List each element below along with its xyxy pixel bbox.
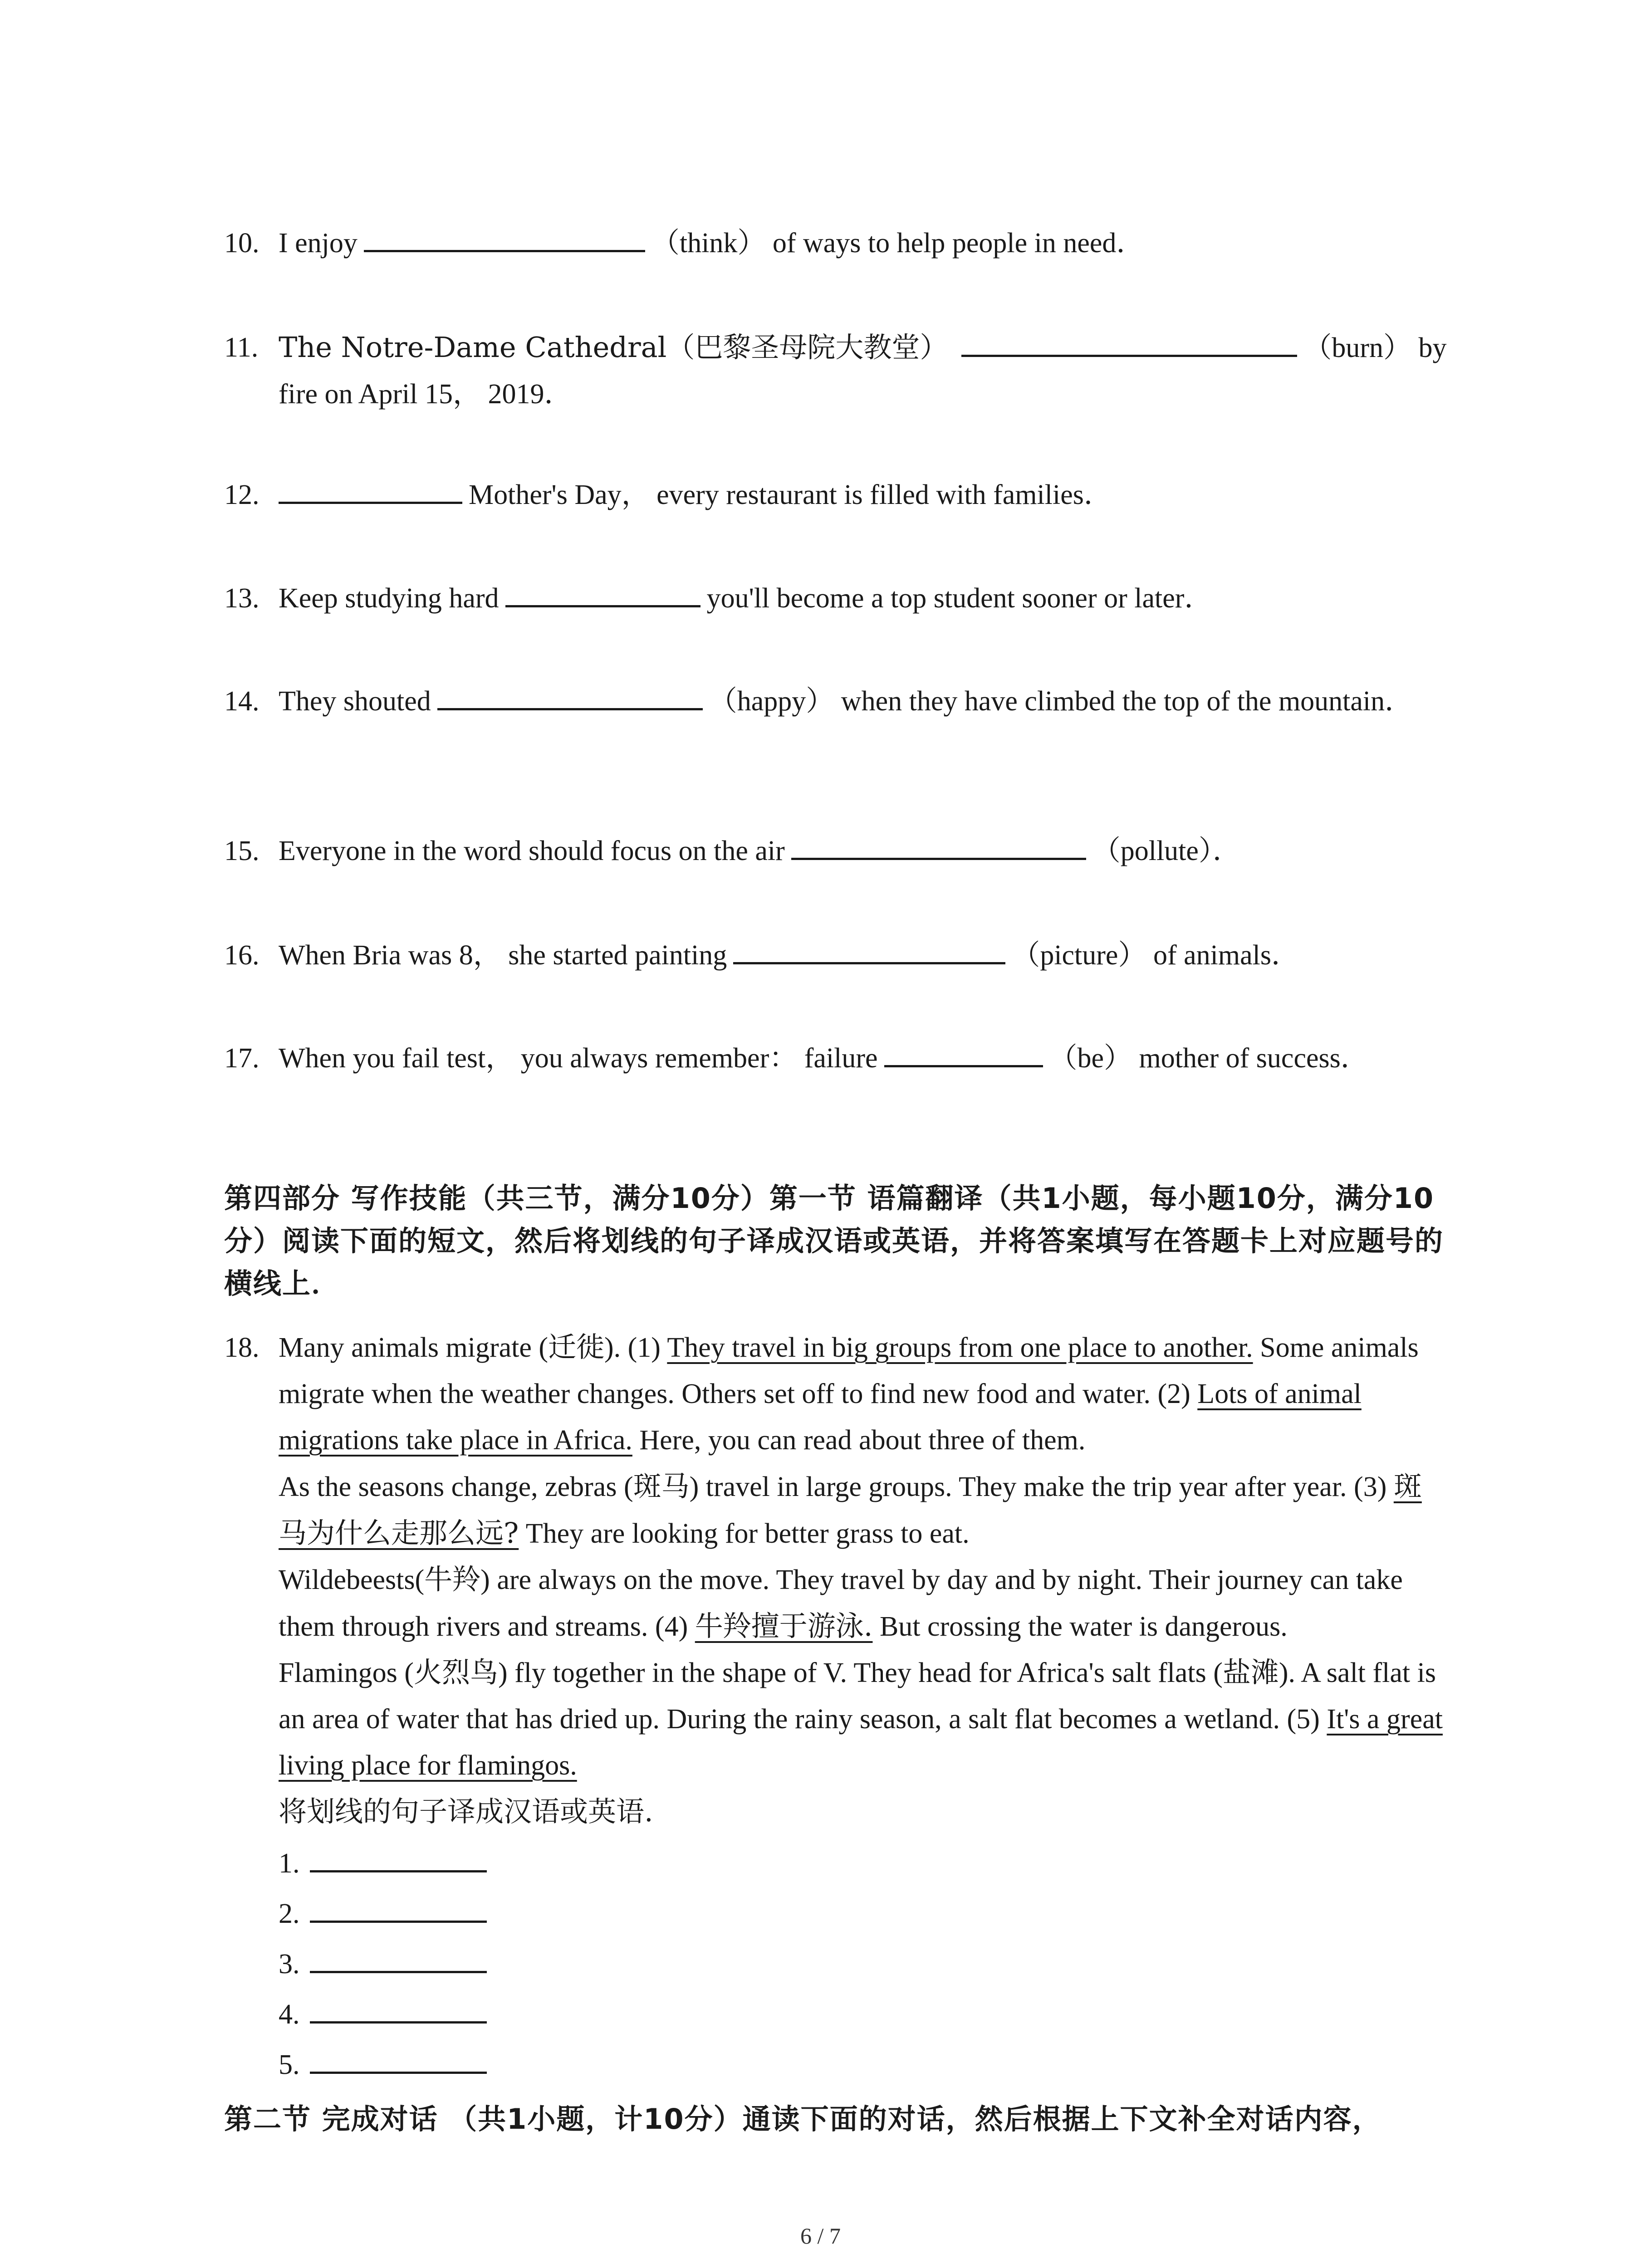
question-10 — [224, 220, 1449, 266]
question-text-end: by fire on April 15， 2019． — [279, 332, 1447, 410]
question-number: 12. — [224, 479, 260, 510]
question-15 — [224, 828, 1449, 874]
question-number: 13. — [224, 583, 260, 614]
underlined-sentence-5: It's a great living place for flamingos. — [279, 1704, 1443, 1781]
word-hint: （think） — [651, 228, 766, 259]
answer-blank[interactable] — [364, 224, 645, 252]
underlined-sentence-2: Lots of animal migrations take place in Africa. — [279, 1378, 1362, 1456]
question-number: 17. — [224, 1043, 260, 1074]
translation-instruction: 将划线的句子译成汉语或英语. — [279, 1795, 653, 1828]
page-number: 6 / 7 — [800, 2223, 841, 2248]
passage-paragraph-4 — [279, 1650, 1449, 1789]
answer-number: 1. — [279, 1848, 300, 1879]
question-14 — [224, 678, 1449, 724]
question-18 — [224, 1325, 1449, 2090]
answer-number: 3. — [279, 1949, 300, 1980]
question-number: 15. — [224, 836, 260, 866]
question-text: When Bria was 8， she started painting — [279, 940, 727, 971]
question-text: They shouted — [279, 686, 431, 717]
question-number: 11. — [224, 332, 259, 363]
part4-heading: 第四部分 写作技能（共三节，满分10分）第一节 语篇翻译（共1小题，每小题10分，满分10分）阅读下面的短文，然后将划线的句子译成汉语或英语，并将答案填写在答题卡上对应题号的横线上． — [224, 1182, 1444, 1300]
passage-text: Many animals migrate (迁徙). (1) — [279, 1332, 667, 1363]
question-12 — [224, 472, 1449, 518]
question-text: Keep studying hard — [279, 583, 499, 614]
answer-blank[interactable] — [505, 579, 700, 607]
answer-number: 5. — [279, 2049, 300, 2080]
question-text-end: of ways to help people in need． — [772, 228, 1145, 259]
question-text: Mother's Day， every restaurant is filled with families． — [469, 479, 1112, 510]
answer-blank[interactable] — [310, 1844, 487, 1872]
answer-blank[interactable] — [437, 682, 703, 710]
word-hint: （happy） — [709, 686, 834, 717]
answer-line-4 — [279, 1989, 1449, 2040]
passage-text: Flamingos (火烈鸟) fly together in the shape of V. They head for Africa's salt flats (盐滩). A salt flat is an area of water that has dried up. During the rainy season, a salt flat becomes a wetland. (5) — [279, 1657, 1436, 1735]
answer-blank[interactable] — [310, 2045, 487, 2074]
question-number: 16. — [224, 940, 260, 971]
answer-blank[interactable] — [733, 936, 1005, 964]
passage-paragraph-3 — [279, 1557, 1449, 1650]
question-text: When you fail test， you always remember： failure — [279, 1043, 878, 1074]
question-text: Everyone in the word should focus on the air — [279, 836, 785, 866]
passage-paragraph-1 — [279, 1325, 1449, 1463]
answer-number: 2. — [279, 1898, 300, 1929]
word-hint: （be） — [1049, 1043, 1132, 1074]
underlined-sentence-3: 斑马为什么走那么远? — [279, 1470, 1422, 1549]
answer-blank[interactable] — [791, 831, 1086, 860]
passage-text: Here, you can read about three of them. — [632, 1425, 1086, 1456]
question-16 — [224, 932, 1449, 978]
question-11 — [224, 324, 1449, 417]
question-text: The Notre-Dame Cathedral（巴黎圣母院大教堂） — [279, 331, 948, 364]
answer-line-3 — [279, 1939, 1449, 1989]
question-13 — [224, 575, 1449, 621]
question-number: 18. — [224, 1332, 260, 1363]
question-17 — [224, 1035, 1449, 1081]
section2-heading: 第二节 完成对话 （共1小题，计10分）通读下面的对话，然后根据上下文补全对话内容， — [224, 2102, 1381, 2136]
question-text-end: when they have climbed the top of the mountain． — [841, 686, 1413, 717]
word-hint: （pollute）． — [1092, 836, 1241, 866]
passage-paragraph-2 — [279, 1463, 1449, 1557]
word-hint: （burn） — [1303, 332, 1412, 363]
answer-line-2 — [279, 1889, 1449, 1939]
passage-text: Wildebeests(牛羚) are always on the move. They travel by day and by night. Their journey can take them through rivers and streams. (4) — [279, 1564, 1403, 1642]
question-number: 14. — [224, 686, 260, 717]
passage-text: They are looking for better grass to eat. — [519, 1518, 970, 1549]
question-text: I enjoy — [279, 228, 358, 259]
question-number: 10. — [224, 228, 260, 259]
answer-blank[interactable] — [310, 1894, 487, 1923]
underlined-sentence-1: They travel in big groups from one place to another. — [667, 1332, 1253, 1363]
question-text-end: of animals． — [1153, 940, 1299, 971]
passage-text: Some animals migrate when the weather changes. Others set off to find new food and water. (2) — [279, 1332, 1419, 1409]
question-text-end: mother of success． — [1139, 1043, 1369, 1074]
answer-blank[interactable] — [310, 1945, 487, 1973]
answer-line-1 — [279, 1838, 1449, 1889]
answer-blank[interactable] — [279, 475, 462, 504]
answer-blank[interactable] — [884, 1039, 1043, 1067]
passage-text: As the seasons change, zebras (斑马) travel in large groups. They make the trip year after year. (3) — [279, 1471, 1394, 1502]
answer-line-5 — [279, 2040, 1449, 2090]
answer-blank[interactable] — [310, 1995, 487, 2024]
answer-number: 4. — [279, 1999, 300, 2030]
passage-text: But crossing the water is dangerous. — [872, 1611, 1288, 1642]
answer-blank[interactable] — [961, 328, 1297, 357]
underlined-sentence-4: 牛羚擅于游泳. — [695, 1609, 873, 1642]
word-hint: （picture） — [1012, 940, 1146, 971]
question-text-end: you'll become a top student sooner or later． — [706, 583, 1213, 614]
